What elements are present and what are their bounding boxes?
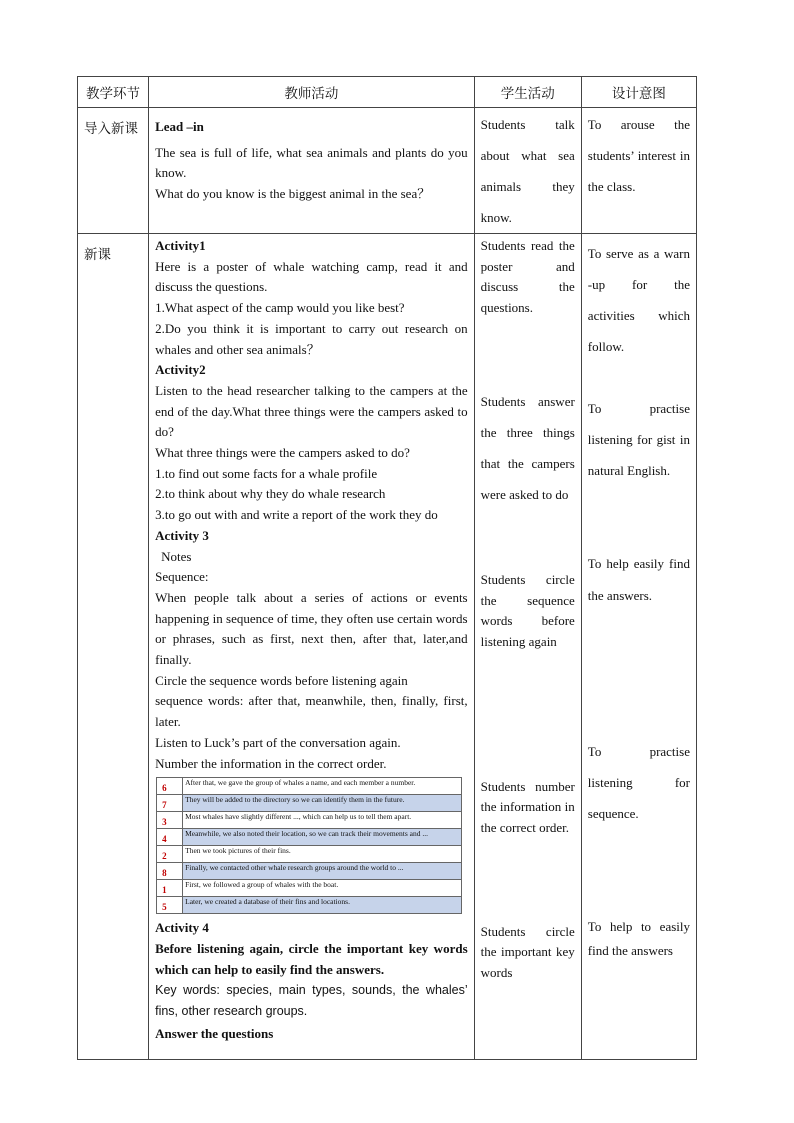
sequence-order-table (156, 777, 462, 914)
student-new-lesson (474, 234, 581, 1060)
header-stage: 教学环节 (78, 77, 149, 108)
intent-new-lesson (581, 234, 696, 1060)
lead-in-p1: The sea is full of life, what sea animals and plants do you know. (155, 144, 468, 181)
intent-activity2: To practise listening for gist in natural English. (587, 401, 690, 478)
lead-in-p2: What do you know is the biggest animal in the sea？ (155, 186, 431, 202)
order-text: First, we followed a group of whales with the boat. (183, 880, 462, 897)
order-row (157, 812, 462, 829)
student-activity4: Students circle the important key words (480, 923, 575, 981)
intent-lead-in-text: To arouse the students’ interest in the class. (587, 117, 690, 194)
order-row (157, 846, 462, 863)
activity3-sequence-words: sequence words: after that, meanwhile, then, finally, first, later. (155, 693, 468, 730)
activity2-item3: 3.to go out with and write a report of the work they do (155, 507, 438, 523)
activity4-instruction: Before listening again, circle the important key words which can help to easily find the answers. (155, 940, 468, 977)
activity3-listen-instruction: Listen to Luck’s part of the conversation again. (155, 734, 401, 750)
order-row (157, 829, 462, 846)
header-row (78, 77, 697, 108)
activity3-title: Activity 3 (155, 527, 209, 543)
student-lead-in (474, 108, 581, 234)
activity2-question: What three things were the campers asked to do? (155, 445, 410, 461)
activity3-number-instruction: Number the information in the correct order. (155, 755, 387, 771)
intent-activity1: To serve as a warn -up for the activities which follow. (587, 246, 690, 354)
student-activity3: Students circle the sequence words before listening again (480, 571, 575, 649)
activity3-circle-instruction: Circle the sequence words before listening again (155, 672, 408, 688)
stage-lead-in: 导入新课 (78, 108, 149, 234)
order-row (157, 880, 462, 897)
order-number: 5 (157, 897, 183, 914)
activity4-answer: Answer the questions (155, 1025, 274, 1041)
order-number: 7 (157, 795, 183, 812)
teacher-new-lesson (149, 234, 475, 1060)
order-row (157, 863, 462, 880)
intent-activity3: To help easily find the answers. (587, 556, 690, 603)
stage-new-lesson: 新课 (78, 234, 149, 1060)
new-lesson-row (78, 234, 697, 1060)
order-number: 3 (157, 812, 183, 829)
intent-activity3-sequence: To practise listening for sequence. (587, 744, 690, 821)
activity2-intro: Listen to the head researcher talking to the campers at the end of the day.What three things were the campers asked to do? (155, 382, 468, 440)
activity1-question2: 2.Do you think it is important to carry out research on whales and other sea animals？ (155, 320, 468, 357)
header-student-activity: 学生活动 (474, 77, 581, 108)
student-activity1: Students read the poster and discuss the questions. (480, 238, 575, 316)
activity4-title: Activity 4 (155, 920, 209, 936)
activity1-question1: 1.What aspect of the camp would you like best? (155, 300, 405, 316)
lead-in-title: Lead –in (155, 119, 204, 134)
activity4-keywords: Key words: species, main types, sounds, the whales’ fins, other research groups. (155, 983, 468, 1019)
activity1-intro: Here is a poster of whale watching camp, read it and discuss the questions. (155, 258, 468, 295)
order-text: They will be added to the directory so we can identify them in the future. (183, 795, 462, 812)
student-activity3-number: Students number the information in the correct order. (480, 778, 575, 836)
lesson-plan-table (77, 76, 697, 1060)
teacher-lead-in (149, 108, 475, 234)
order-number: 6 (157, 778, 183, 795)
order-text: Later, we created a database of their fins and locations. (183, 897, 462, 914)
activity2-item1: 1.to find out some facts for a whale profile (155, 465, 378, 481)
order-row (157, 778, 462, 795)
order-number: 4 (157, 829, 183, 846)
order-text: Then we took pictures of their fins. (183, 846, 462, 863)
activity2-title: Activity2 (155, 362, 206, 378)
order-text: Most whales have slightly different ..., which can help us to tell them apart. (183, 812, 462, 829)
intent-lead-in (581, 108, 696, 234)
lead-in-row (78, 108, 697, 234)
activity1-title: Activity1 (155, 238, 206, 253)
order-number: 8 (157, 863, 183, 880)
order-text: Meanwhile, we also noted their location, so we can track their movements and ... (183, 829, 462, 846)
order-text: Finally, we contacted other whale research groups around the world to ... (183, 863, 462, 880)
activity3-notes: Notes (161, 548, 192, 564)
header-teacher-activity: 教师活动 (149, 77, 475, 108)
order-number: 1 (157, 880, 183, 897)
student-lead-in-text: Students talk about what sea animals they know. (480, 117, 575, 225)
activity3-description: When people talk about a series of actions or events happening in sequence of time, they often use certain words or phrases, such as first, next then, after that, later,and finally. (155, 589, 468, 668)
order-text: After that, we gave the group of whales a name, and each member a number. (183, 778, 462, 795)
header-design-intent: 设计意图 (581, 77, 696, 108)
order-row (157, 897, 462, 914)
order-row (157, 795, 462, 812)
student-activity2: Students answer the three things that the campers were asked to do (480, 393, 575, 502)
order-number: 2 (157, 846, 183, 863)
activity2-item2: 2.to think about why they do whale research (155, 486, 386, 502)
activity3-sequence-label: Sequence: (155, 569, 209, 585)
intent-activity4: To help to easily find the answers (587, 919, 690, 958)
